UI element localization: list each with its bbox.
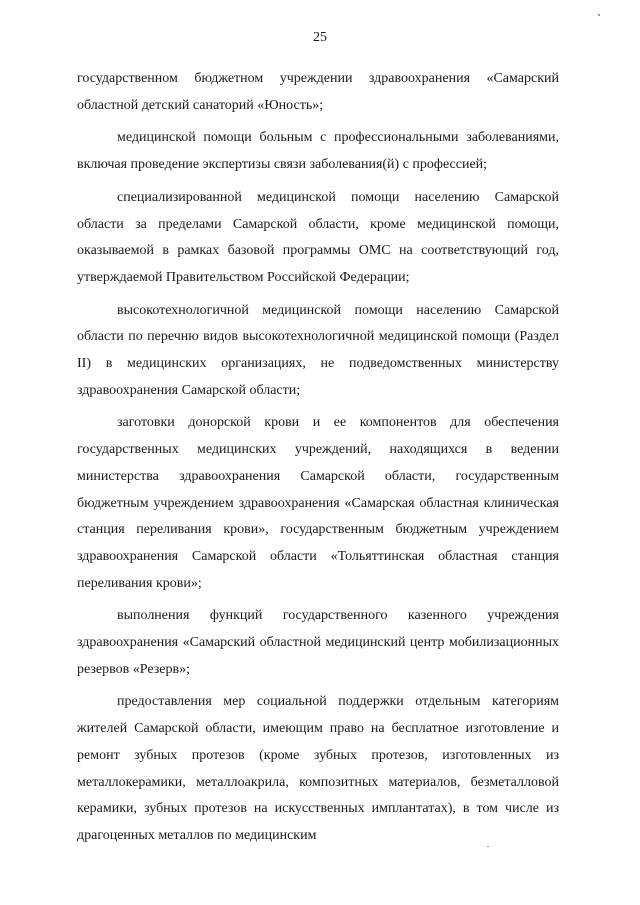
- paragraph-1: государственном бюджетном учреждении здравоохранения «Самарский областной детский санаторий «Юность»;: [77, 71, 559, 113]
- paragraph-4: высокотехнологичной медицинской помощи населению Самарской области по перечню видов высокотехнологичной медицинской помощи (Раздел II) в медицинских организациях, не подведомственных министерству здравоохранения Самарской области;: [77, 302, 559, 398]
- paragraph-5: заготовки донорской крови и ее компонентов для обеспечения государственных медицинских учреждений, находящихся в ведении министерства здравоохранения Самарской области, государственным бюджетным учреждением здравоохранения «Самарская областная клиническая станция переливания крови», государственным бюджетным учреждением здравоохранения Самарской области «Тольяттинская областная станция переливания крови»;: [77, 415, 559, 591]
- paragraph-3: специализированной медицинской помощи населению Самарской области за пределами Самарской области, кроме медицинской помощи, оказываемой в рамках базовой программы ОМС на соответствующий год, утверждаемой Правительством Российской Федерации;: [77, 189, 559, 285]
- paragraph-2: медицинской помощи больным с профессиональными заболеваниями, включая проведение экспертизы связи заболевания(й) с профессией;: [77, 130, 559, 173]
- document-body: [77, 66, 559, 856]
- page-number: 25: [313, 30, 327, 45]
- paragraph-7: предоставления мер социальной поддержки отдельным категориям жителей Самарской области, имеющим право на бесплатное изготовление и ремонт зубных протезов (кроме зубных протезов, изготовленных из металлокерамики, металлоакрила, композитных материалов, безметалловой керамики, зубных протезов на искусственных имплантатах), в том числе из драгоценных металлов по медицинским: [77, 694, 559, 843]
- scan-speck: [598, 14, 600, 16]
- scan-speck: [487, 846, 489, 847]
- paragraph-6: выполнения функций государственного казенного учреждения здравоохранения «Самарский областной медицинский центр мобилизационных резервов «Резерв»;: [77, 608, 559, 677]
